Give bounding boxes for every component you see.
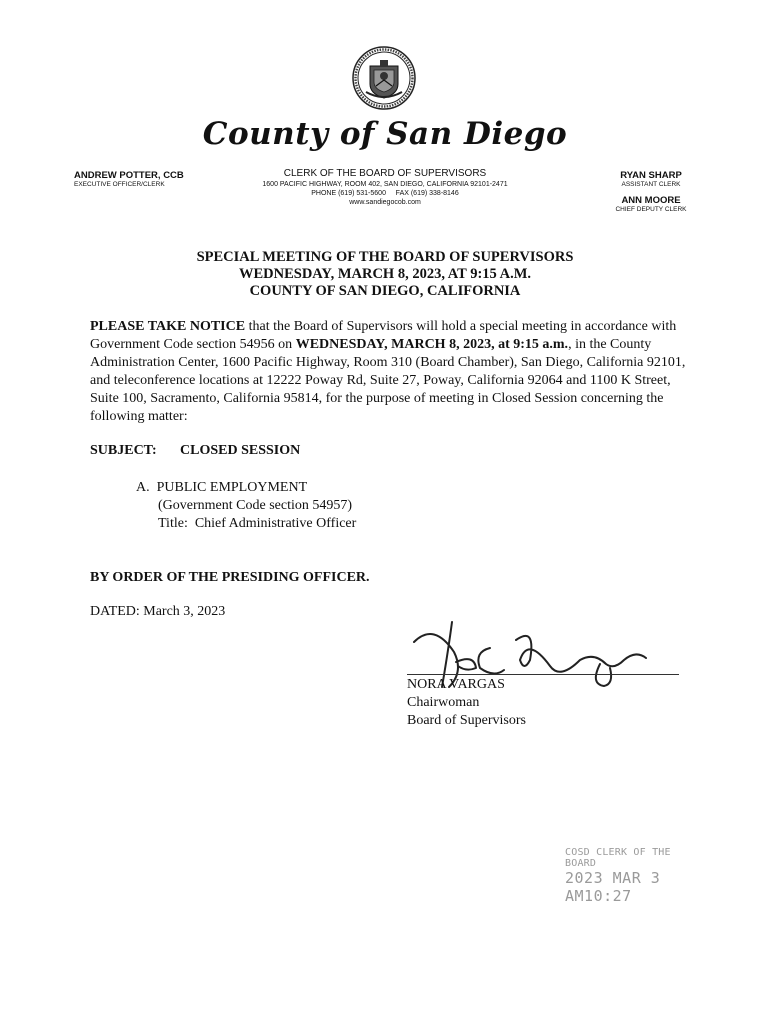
office-name: CLERK OF THE BOARD OF SUPERVISORS: [283, 168, 487, 179]
notice-date: WEDNESDAY, MARCH 8, 2023, at 9:15 a.m.: [295, 337, 569, 352]
agenda-item-title: A. PUBLIC EMPLOYMENT: [136, 480, 308, 495]
subject-value: CLOSED SESSION: [180, 443, 301, 458]
heading-line-3: COUNTY OF SAN DIEGO, CALIFORNIA: [249, 283, 521, 299]
order-statement: BY ORDER OF THE PRESIDING OFFICER.: [90, 570, 370, 585]
assistant-clerk-name: RYAN SHARP: [620, 170, 682, 181]
signer-name: NORA VARGAS: [407, 677, 505, 692]
chief-deputy-clerk-title: CHIEF DEPUTY CLERK: [615, 206, 687, 213]
executive-officer-title: EXECUTIVE OFFICER/CLERK: [74, 181, 165, 188]
agenda-item: [136, 479, 356, 533]
meeting-heading: [0, 249, 770, 300]
stamp-line-1: COSD CLERK OF THE BOARD: [565, 847, 671, 869]
office-address: 1600 PACIFIC HIGHWAY, ROOM 402, SAN DIEGO, CALIFORNIA 92101-2471: [262, 181, 508, 188]
assistant-clerk-title: ASSISTANT CLERK: [621, 181, 681, 188]
signer-body: Board of Supervisors: [407, 713, 526, 728]
signature-line: [407, 674, 679, 675]
agenda-item-code: (Government Code section 54957): [158, 498, 353, 513]
signer-title: Chairwoman: [407, 695, 480, 710]
received-stamp: [565, 847, 705, 905]
heading-line-2: WEDNESDAY, MARCH 8, 2023, AT 9:15 A.M.: [238, 266, 532, 282]
stamp-line-2: 2023 MAR 3 AM10:27: [565, 869, 661, 905]
agenda-item-position: Title: Chief Administrative Officer: [158, 516, 357, 531]
notice-text-2: , in the County Administration Center, 1600 Pacific Highway, Room 310 (Board Chamber), San Diego, California 92101, and teleconference locations at 12222 Poway Rd, Suite 27, Poway, California 92064 and 1100 K Street, Suite 100, Sacramento, California 95814, for the purpose of meeting in Closed Session concerning the following matter:: [90, 337, 686, 424]
chief-deputy-clerk-name: ANN MOORE: [621, 195, 681, 206]
signer-block: [407, 676, 526, 730]
notice-text-1: that the Board of Supervisors will hold a special meeting in accordance with Government Code section 54956 on: [90, 319, 677, 352]
executive-officer-block: [74, 170, 224, 189]
office-phone-fax: PHONE (619) 531-5600 FAX (619) 338-8146: [311, 190, 459, 197]
dated-line: DATED: March 3, 2023: [90, 604, 226, 619]
clerk-officers-block: [596, 170, 706, 214]
office-address-block: [225, 168, 545, 207]
heading-line-1: SPECIAL MEETING OF THE BOARD OF SUPERVISORS: [196, 249, 574, 265]
office-website: www.sandiegocob.com: [349, 199, 421, 206]
notice-lead: PLEASE TAKE NOTICE: [90, 319, 246, 334]
subject-line: [90, 443, 300, 459]
notice-paragraph: [90, 318, 690, 426]
executive-officer-name: ANDREW POTTER, CCB: [74, 170, 184, 181]
county-seal-icon: [352, 46, 416, 110]
county-name-logo: County of San Diego: [202, 116, 568, 152]
subject-label: SUBJECT:: [90, 443, 157, 458]
